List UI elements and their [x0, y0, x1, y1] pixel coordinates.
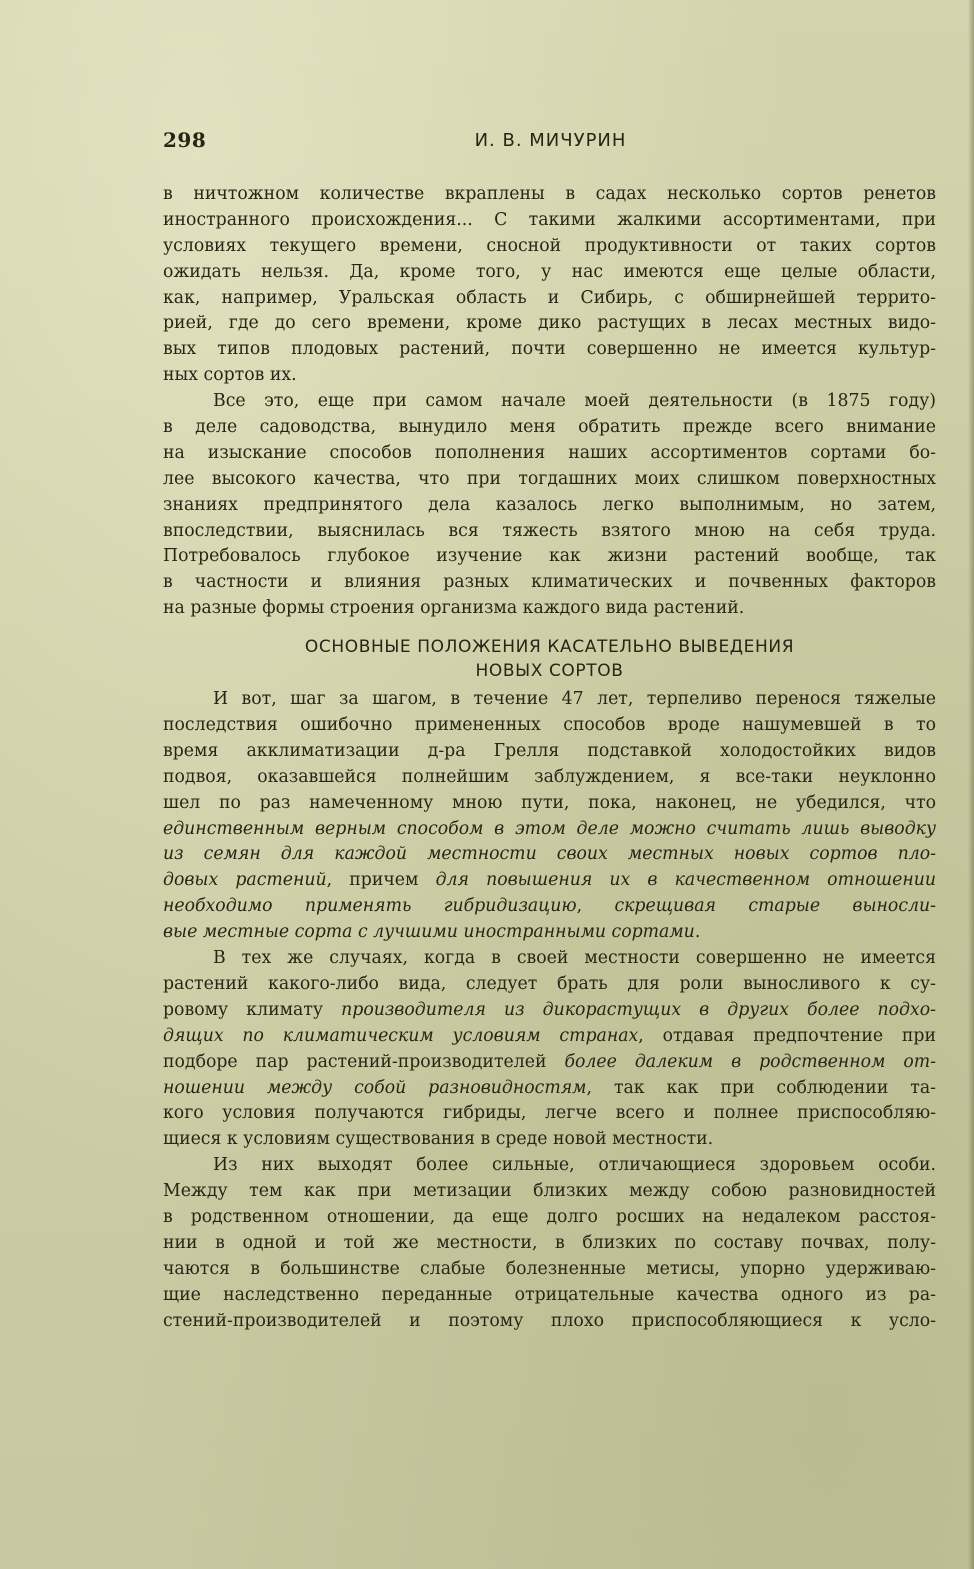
text-line [163, 1024, 936, 1050]
italic-run: скрещивая старые выносли- [614, 896, 936, 917]
text-run: ровому климату [163, 999, 342, 1020]
page-edge-shadow [968, 0, 974, 1569]
running-title: И. В. МИЧУРИН [474, 130, 627, 151]
page-number: 298 [163, 128, 207, 152]
text-line: растений какого-либо вида, следует брать для роли выносливого к су- [163, 973, 936, 994]
text-line: стений-производителей и поэтому плохо приспособляющиеся к усло- [163, 1310, 936, 1331]
text-line: ных сортов их. [163, 365, 297, 386]
text-line: Между тем как при метизации близких между собою разновидностей [163, 1181, 936, 1202]
text-line: последствия ошибочно примененных способов вроде нашумевшей в то [163, 715, 936, 736]
text-run: , [576, 896, 615, 917]
italic-text-line: единственным верным способом в этом деле можно считать лишь выводку [163, 818, 936, 839]
text-line: время акклиматизации д-ра Грелля подставкой холодостойких видов [163, 740, 936, 761]
italic-run: вые местные сорта с лучшими иностранными сортами [163, 922, 695, 943]
text-line: шел по раз намеченному мною пути, пока, наконец, не убедился, что [163, 792, 936, 813]
italic-run: необходимо применять гибридизацию [163, 896, 577, 917]
text-line [163, 920, 936, 946]
text-line [163, 868, 936, 894]
section-heading [163, 635, 936, 683]
text-line: Все это, еще при самом начале моей деятельности (в 1875 году) [213, 391, 936, 412]
text-line: на разные формы строения организма каждого вида растений. [163, 598, 745, 619]
text-line: как, например, Уральская область и Сибирь, с обширнейшей террито- [163, 287, 936, 308]
text-line: рией, где до сего времени, кроме дико растущих в лесах местных видо- [163, 313, 936, 334]
italic-run: довых растений [163, 870, 327, 891]
text-line: ожидать нельзя. Да, кроме того, у нас имеются еще целые области, [163, 261, 936, 282]
text-line: на изыскание способов пополнения наших ассортиментов сортами бо- [163, 442, 936, 463]
text-line [163, 1076, 936, 1102]
text-line: В тех же случаях, когда в своей местности совершенно не имеется [213, 948, 936, 969]
italic-run: более далеким в родственном от- [564, 1051, 937, 1072]
text-line: иностранного происхождения... С такими жалкими ассортиментами, при [163, 209, 936, 230]
text-run: подборе пар растений-производителей [163, 1051, 565, 1072]
text-line: лее высокого качества, что при тогдашних моих слишком поверхностных [163, 468, 936, 489]
italic-text-line: из семян для каждой местности своих местных новых сортов пло- [163, 844, 936, 865]
text-line: И вот, шаг за шагом, в течение 47 лет, терпеливо перенося тяжелые [213, 689, 936, 710]
page-header [163, 128, 938, 158]
italic-run: производителя из дикорастущих в других более подхо- [341, 999, 936, 1020]
text-line: нии в одной и той же местности, в близких по составу почвах, полу- [163, 1232, 936, 1253]
text-line: Потребовалось глубокое изучение как жизни растений вообще, так [163, 546, 936, 567]
italic-run: для повышения их в качественном отношении [435, 870, 936, 891]
text-line: щие наследственно переданные отрицательные качества одного из ра- [163, 1284, 936, 1305]
text-line: в частности и влияния разных климатических и почвенных факторов [163, 572, 936, 593]
text-line [163, 894, 936, 920]
text-line: Из них выходят более сильные, отличающиеся здоровьем особи. [213, 1155, 936, 1176]
text-line: в ничтожном количестве вкраплены в садах несколько сортов ренетов [163, 184, 936, 204]
text-line: чаются в большинстве слабые болезненные метисы, упорно удерживаю- [163, 1258, 936, 1279]
text-run: . [694, 922, 701, 943]
text-line: впоследствии, выяснилась вся тяжесть взятого мною на себя труда. [163, 520, 936, 541]
section-heading-line: ОСНОВНЫЕ ПОЛОЖЕНИЯ КАСАТЕЛЬНО ВЫВЕДЕНИЯ [304, 637, 795, 658]
text-run: , отдавая предпочтение при [638, 1025, 936, 1046]
paragraph [163, 389, 936, 622]
text-line: вых типов плодовых растений, почти совершенно не имеется культур- [163, 339, 936, 360]
text-line: кого условия получаются гибриды, легче всего и полнее приспособляю- [163, 1103, 936, 1124]
text-line [163, 998, 936, 1024]
text-run: , причем [326, 870, 436, 891]
paragraph [163, 1153, 936, 1334]
paragraph [163, 687, 936, 946]
text-line: подвоя, оказавшейся полнейшим заблуждением, я все-таки неуклонно [163, 766, 936, 787]
paragraph [163, 182, 936, 389]
italic-run: дящих по климатическим условиям странах [163, 1025, 639, 1046]
text-line: в родственном отношении, да еще долго росших на недалеком расстоя- [163, 1206, 936, 1227]
italic-run: ношении между собой разновидностям [163, 1077, 587, 1098]
body-text [163, 182, 936, 1334]
text-line: в деле садоводства, вынудило меня обратить прежде всего внимание [163, 417, 936, 438]
text-run: , так как при соблюдении та- [586, 1077, 936, 1098]
text-line: щиеся к условиям существования в среде новой местности. [163, 1129, 714, 1150]
section-heading-line: НОВЫХ СОРТОВ [475, 661, 624, 682]
text-line: условиях текущего времени, сносной продуктивности от таких сортов [163, 235, 936, 256]
paragraph [163, 946, 936, 1153]
text-line: знаниях предпринятого дела казалось легко выполнимым, но затем, [163, 494, 936, 515]
text-line [163, 1050, 936, 1076]
